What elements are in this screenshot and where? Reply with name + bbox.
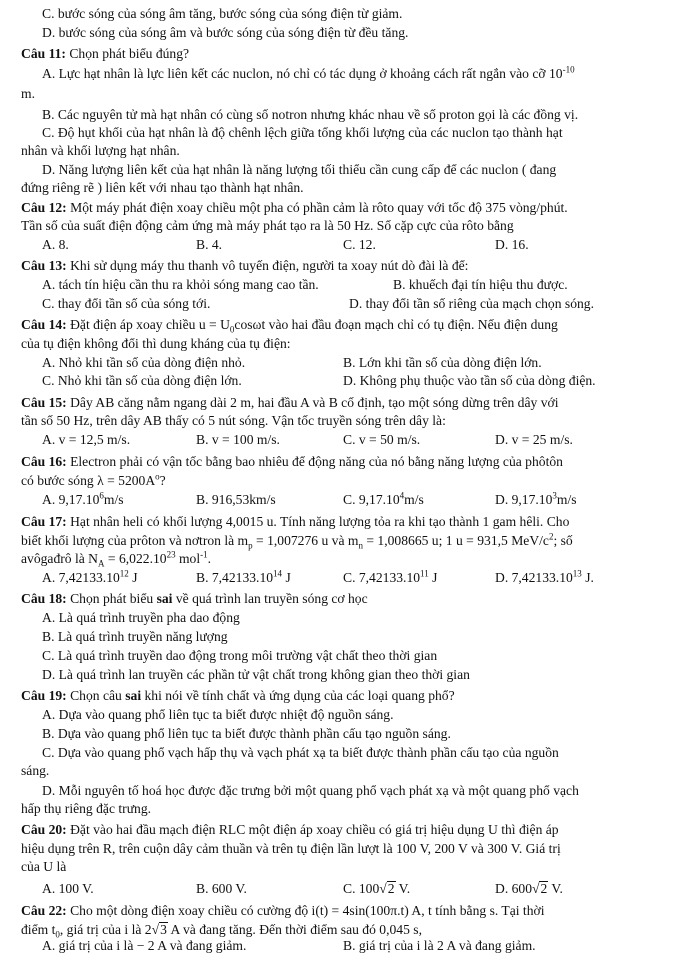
q14-label: Câu 14:	[21, 317, 67, 332]
q12-option-d: D. 16.	[495, 237, 529, 252]
q18-option-d: D. Là quá trình lan truyền các phần tử vật chất trong không gian theo thời gian	[42, 667, 470, 682]
q22-value-text: , giá trị của i là 2	[59, 922, 152, 937]
q17-option-b-exp: 14	[273, 568, 283, 579]
q22-time-text: điểm t	[21, 922, 56, 937]
sqrt-icon: √	[532, 881, 540, 896]
q16-option-c-exp: 4	[399, 490, 405, 501]
q14-subscript: 0	[229, 324, 235, 335]
q16-option-d-text: D. 9,17.10	[495, 492, 553, 507]
q14-option-a: A. Nhỏ khi tần số của dòng điện nhỏ.	[42, 355, 246, 370]
q14-option-b: B. Lớn khi tần số của dòng điện lớn.	[343, 355, 542, 370]
q16-wavelength: có bước sóng λ = 5200A	[21, 473, 156, 488]
q11-option-d: D. Năng lượng liên kết của hạt nhân là năng lượng tối thiểu cần cung cấp để các nuclon ( đang	[42, 162, 557, 177]
q19-option-d-cont: hấp thụ riêng đặc trưng.	[21, 801, 152, 816]
q17-label: Câu 17:	[21, 514, 67, 529]
q15-label: Câu 15:	[21, 395, 67, 410]
q17-stem	[21, 514, 569, 530]
q10-option-d: D. bước sóng của sóng âm và bước sóng của sóng điện từ đều tăng.	[42, 25, 409, 40]
q13-option-a: A. tách tín hiệu cần thu ra khỏi sóng mang cao tần.	[42, 277, 319, 292]
q18-stem	[21, 591, 368, 607]
q16-option-a-text: A. 9,17.10	[42, 492, 100, 507]
q17-option-c-unit: J	[428, 570, 438, 585]
q11-option-a-exponent: -10	[562, 64, 575, 75]
q20-stem-text: Đặt vào hai đầu mạch điện RLC một điện áp xoay chiều có giá trị hiệu dụng U thì điện áp	[66, 822, 559, 837]
q17-option-a-exp: 12	[119, 568, 129, 579]
q11-option-d-cont: đứng riêng rẽ ) liên kết với nhau tạo thành hạt nhân.	[21, 180, 304, 195]
q13-option-b: B. khuếch đại tín hiệu thu được.	[393, 277, 568, 292]
q20-stem	[21, 822, 559, 838]
q20-option-a: A. 100 V.	[42, 881, 94, 896]
q18-option-c: C. Là quá trình truyền dao động trong môi trường vật chất theo thời gian	[42, 648, 438, 663]
q17-option-c-exp: 11	[420, 568, 429, 579]
q19-stem-text-b: khi nói về tính chất và ứng dụng của các loại quang phổ?	[141, 688, 455, 703]
sqrt-icon: √	[379, 881, 387, 896]
q17-option-a-text: A. 7,42133.10	[42, 570, 120, 585]
q16-option-d-exp: 3	[552, 490, 557, 501]
q11-option-a-cont: m.	[21, 86, 35, 101]
q15-option-d: D. v = 25 m/s.	[495, 432, 573, 447]
q22-option-b: B. giá trị của i là 2 A và đang giảm.	[343, 938, 536, 953]
q13-option-c: C. thay đổi tần số của sóng tới.	[42, 296, 211, 311]
q12-stem-cont: Tần số của suất điện động cảm ứng mà máy phát tạo ra là 50 Hz. Số cặp cực của rôto bằng	[21, 218, 514, 233]
q18-option-b: B. Là quá trình truyền năng lượng	[42, 629, 228, 644]
q14-stem	[21, 317, 558, 333]
q16-option-c-unit: m/s	[404, 492, 424, 507]
q12-option-a: A. 8.	[42, 237, 69, 252]
q17-option-c	[343, 570, 437, 586]
q16-stem-text: Electron phải có vận tốc bằng bao nhiêu để động năng của nó bằng năng lượng của phôtôn	[66, 454, 563, 469]
q17-sub-n: n	[358, 540, 363, 551]
q13-stem-text: Khi sử dụng máy thu thanh vô tuyến điện, người ta xoay nút dò đài là để:	[66, 258, 469, 273]
q18-emphasis: sai	[156, 591, 173, 606]
q17-avogadro-text: avôgađrô là N	[21, 551, 99, 566]
q17-period: .	[207, 551, 212, 566]
q17-sub-p: p	[248, 540, 253, 551]
q17-sup-2: 2	[548, 531, 554, 542]
q19-option-c-cont: sáng.	[21, 763, 50, 778]
q17-option-a	[42, 570, 138, 586]
q16-option-a	[42, 492, 124, 508]
q18-option-a: A. Là quá trình truyền pha dao động	[42, 610, 240, 625]
q22-option-a: A. giá trị của i là − 2 A và đang giảm.	[42, 938, 247, 953]
q17-option-b-text: B. 7,42133.10	[196, 570, 274, 585]
q11-option-c-cont: nhân và khối lượng hạt nhân.	[21, 143, 180, 158]
q17-option-b-unit: J	[282, 570, 291, 585]
q22-stem-text: Cho một dòng điện xoay chiều có cường độ i(t) = 4sin(100π.t) A, t tính bằng s. Tại thời	[66, 903, 545, 918]
q20-stem-line2: hiệu dụng trên R, trên cuộn dây cảm thuần và trên tụ điện lần lượt là 100 V, 200 V và 300 V. Giá trị	[21, 841, 561, 856]
q15-stem	[21, 395, 558, 411]
q22-stem-text-c: A và đang tăng. Đến thời điểm sau đó 0,045 s,	[167, 922, 422, 937]
q12-stem-text: Một máy phát điện xoay chiều một pha có phần cảm là rôto quay với tốc độ 375 vòng/phút.	[66, 200, 568, 215]
q13-stem	[21, 258, 468, 274]
q17-option-d	[495, 570, 594, 586]
q16-option-a-unit: m/s	[103, 492, 124, 507]
q16-option-d-unit: m/s	[556, 492, 577, 507]
q17-text-d: ; số	[553, 533, 573, 548]
q20-option-d-unit: V.	[548, 881, 563, 896]
q15-stem-text: Dây AB căng nằm ngang dài 2 m, hai đầu A và B cố định, tạo một sóng dừng trên dây với	[66, 395, 559, 410]
q22-sub-0: 0	[55, 929, 60, 940]
q18-label: Câu 18:	[21, 591, 67, 606]
q16-question-mark: ?	[159, 473, 166, 488]
q16-label: Câu 16:	[21, 454, 67, 469]
q20-option-d	[495, 881, 563, 897]
q13-option-d: D. thay đổi tần số riêng của mạch chọn sóng.	[349, 296, 595, 311]
q17-mol: mol	[175, 551, 201, 566]
q19-stem	[21, 688, 455, 704]
q20-option-c	[343, 881, 410, 897]
q11-stem	[21, 46, 189, 62]
q17-stem-line3	[21, 551, 211, 567]
q15-option-c: C. v = 50 m/s.	[343, 432, 421, 447]
q15-option-a: A. v = 12,5 m/s.	[42, 432, 131, 447]
q19-label: Câu 19:	[21, 688, 67, 703]
q17-stem-text: Hạt nhân heli có khối lượng 4,0015 u. Tính năng lượng tỏa ra khi tạo thành 1 gam hêli. Cho	[66, 514, 570, 529]
q17-option-d-exp: 13	[572, 568, 582, 579]
q17-sup-minus1: -1	[200, 549, 208, 560]
q17-sub-a: A	[98, 558, 105, 569]
q20-option-c-text: C. 100	[343, 881, 380, 896]
q12-option-c: C. 12.	[343, 237, 376, 252]
q19-option-d: D. Mỗi nguyên tố hoá học được đặc trưng bởi một quang phổ vạch phát xạ và một quang phổ vạch	[42, 783, 579, 798]
q11-option-b: B. Các nguyên tử mà hạt nhân có cùng số notron nhưng khác nhau về số proton gọi là các đồng vị.	[42, 107, 579, 122]
q19-option-a: A. Dựa vào quang phổ liên tục ta biết được nhiệt độ nguồn sáng.	[42, 707, 394, 722]
q11-option-a	[42, 66, 575, 82]
q11-option-a-text: A. Lực hạt nhân là lực liên kết các nuclon, nó chỉ có tác dụng ở khoảng cách rất ngắn vào cỡ 10	[42, 66, 563, 81]
q16-angstrom-mark: o	[155, 471, 160, 482]
q20-option-d-radicand: 2	[540, 881, 548, 896]
q20-stem-line3: của U là	[21, 859, 67, 874]
q13-label: Câu 13:	[21, 258, 67, 273]
q18-stem-text-b: về quá trình lan truyền sóng cơ học	[172, 591, 368, 606]
q14-option-c: C. Nhỏ khi tần số của dòng điện lớn.	[42, 373, 242, 388]
q20-option-c-unit: V.	[395, 881, 411, 896]
q20-option-b: B. 600 V.	[196, 881, 247, 896]
q14-stem-text-b: cosωt vào hai đầu đoạn mạch chỉ có tụ điện. Nếu điện dung	[234, 317, 558, 332]
q19-emphasis: sai	[125, 688, 142, 703]
q19-option-c: C. Dựa vào quang phổ vạch hấp thụ và vạch phát xạ ta biết được thành phần cấu tạo của nguồn	[42, 745, 559, 760]
q17-text-c: = 1,008665 u; 1 u = 931,5 MeV/c	[362, 533, 549, 548]
q17-option-a-unit: J	[128, 570, 138, 585]
q11-label: Câu 11:	[21, 46, 66, 61]
q15-stem-cont: tần số 50 Hz, trên dây AB thấy có 5 nút sóng. Vận tốc truyền sóng trên dây là:	[21, 413, 446, 428]
q17-text-a: biết khối lượng của prôton và nơtron là m	[21, 533, 249, 548]
q12-label: Câu 12:	[21, 200, 67, 215]
q16-option-d	[495, 492, 577, 508]
q17-sup-23: 23	[166, 549, 176, 560]
q14-stem-text: Đặt điện áp xoay chiều u = U	[66, 317, 230, 332]
q22-stem-line2	[21, 922, 422, 938]
q18-stem-text: Chọn phát biểu	[66, 591, 157, 606]
q20-option-d-text: D. 600	[495, 881, 533, 896]
q15-option-b: B. v = 100 m/s.	[196, 432, 280, 447]
q22-radicand: 3	[160, 922, 167, 937]
q17-option-b	[196, 570, 291, 586]
q17-option-d-unit: J.	[581, 570, 594, 585]
q17-stem-line2	[21, 533, 573, 549]
q16-stem	[21, 454, 563, 470]
q16-option-a-exp: 6	[99, 490, 104, 501]
q22-stem	[21, 903, 544, 919]
q17-avogadro-value: = 6,022.10	[104, 551, 167, 566]
q11-stem-text: Chọn phát biểu đúng?	[65, 46, 190, 61]
q20-option-c-radicand: 2	[387, 881, 395, 896]
q12-stem	[21, 200, 568, 216]
q17-text-b: = 1,007276 u và m	[252, 533, 359, 548]
q10-option-c: C. bước sóng của sóng âm tăng, bước sóng của sóng điện từ giảm.	[42, 6, 403, 21]
q17-option-d-text: D. 7,42133.10	[495, 570, 573, 585]
q14-option-d: D. Không phụ thuộc vào tần số của dòng điện.	[343, 373, 596, 388]
q14-stem-cont: của tụ điện không đổi thì dung kháng của tụ điện:	[21, 336, 291, 351]
sqrt-icon: √	[151, 922, 160, 937]
q16-option-b: B. 916,53km/s	[196, 492, 276, 507]
q16-option-c	[343, 492, 424, 508]
q12-option-b: B. 4.	[196, 237, 223, 252]
q22-label: Câu 22:	[21, 903, 67, 918]
q16-stem-cont	[21, 473, 166, 489]
q16-option-c-text: C. 9,17.10	[343, 492, 400, 507]
q11-option-c: C. Độ hụt khối của hạt nhân là độ chênh lệch giữa tổng khối lượng của các nuclon tạo thành hạt	[42, 125, 563, 140]
q19-option-b: B. Dựa vào quang phổ liên tục ta biết được thành phần cấu tạo nguồn sáng.	[42, 726, 451, 741]
q19-stem-text: Chọn câu	[66, 688, 126, 703]
q20-label: Câu 20:	[21, 822, 67, 837]
q17-option-c-text: C. 7,42133.10	[343, 570, 421, 585]
